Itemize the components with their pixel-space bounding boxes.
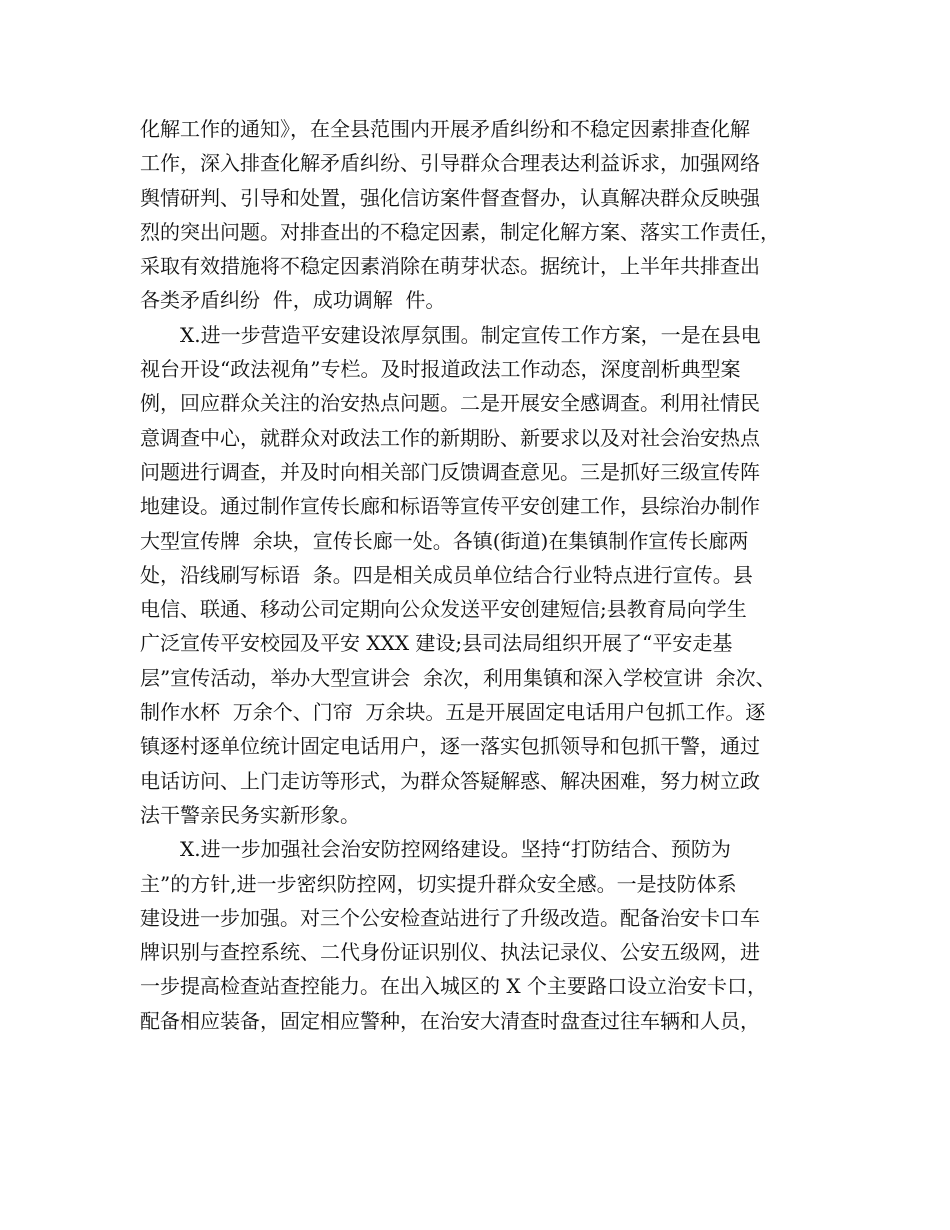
text-line: 各类矛盾纠纷 件，成功调解 件。 (140, 288, 446, 313)
text-line: 烈的突出问题。对排查出的不稳定因素，制定化解方案、落实工作责任， (140, 219, 780, 244)
text-line: 地建设。通过制作宣传长廊和标语等宣传平安创建工作，县综治办制作 (140, 494, 760, 519)
text-line: 工作，深入排查化解矛盾纠纷、引导群众合理表达利益诉求，加强网络 (140, 151, 760, 176)
text-line: 一步提高检查站查控能力。在出入城区的 X 个主要路口设立治安卡口， (140, 974, 767, 999)
text-line: 建设进一步加强。对三个公安检查站进行了升级改造。配备治安卡口车 (140, 905, 760, 930)
text-line-first: X.进一步营造平安建设浓厚氛围。制定宣传工作方案，一是在县电 (180, 322, 761, 347)
text-line: 电话访问、上门走访等形式，为群众答疑解惑、解决困难，努力树立政 (140, 768, 760, 793)
text-line: 采取有效措施将不稳定因素消除在萌芽状态。据统计，上半年共排查出 (140, 254, 760, 279)
text-line: 镇逐村逐单位统计固定电话用户，逐一落实包抓领导和包抓干警，通过 (140, 734, 760, 759)
text-line-first: X.进一步加强社会治安防控网络建设。坚持“打防结合、预防为 (180, 837, 731, 862)
text-line: 配备相应装备，固定相应警种，在治安大清查时盘查过往车辆和人员， (140, 1008, 760, 1033)
paragraph-3 (140, 832, 820, 1038)
paragraph-1 (140, 112, 820, 318)
text-line: 制作水杯 万余个、门帘 万余块。五是开展固定电话用户包抓工作。逐 (140, 700, 766, 725)
paragraph-2 (140, 318, 820, 832)
text-line: 牌识别与查控系统、二代身份证识别仪、执法记录仪、公安五级网，进 (140, 940, 760, 965)
text-line: 化解工作的通知》，在全县范围内开展矛盾纠纷和不稳定因素排查化解 (140, 117, 750, 141)
body-text (140, 112, 820, 1038)
text-line: 意调查中心，就群众对政法工作的新期盼、新要求以及对社会治安热点 (140, 425, 760, 450)
text-line: 例，回应群众关注的治安热点问题。二是开展安全感调查。利用社情民 (140, 391, 760, 416)
text-line: 大型宣传牌 余块，宣传长廊一处。各镇(街道)在集镇制作宣传长廊两 (140, 528, 749, 553)
text-line: 法干警亲民务实新形象。 (140, 802, 360, 827)
text-line: 电信、联通、移动公司定期向公众发送平安创建短信;县教育局向学生 (140, 597, 747, 622)
text-line: 层”宣传活动，举办大型宣讲会 余次，利用集镇和深入学校宣讲 余次、 (140, 665, 776, 690)
text-line: 主”的方针,进一步密织防控网，切实提升群众安全感。一是技防体系 (140, 871, 737, 896)
text-line: 舆情研判、引导和处置，强化信访案件督查督办，认真解决群众反映强 (140, 185, 760, 210)
text-line: 视台开设“政法视角”专栏。及时报道政法工作动态，深度剖析典型案 (140, 357, 741, 382)
text-line: 处，沿线刷写标语 条。四是相关成员单位结合行业特点进行宣传。县 (140, 562, 753, 587)
text-line: 广泛宣传平安校园及平安 XXX 建设;县司法局组织开展了“平安走基 (140, 631, 733, 656)
text-line: 问题进行调查，并及时向相关部门反馈调查意见。三是抓好三级宣传阵 (140, 459, 760, 484)
